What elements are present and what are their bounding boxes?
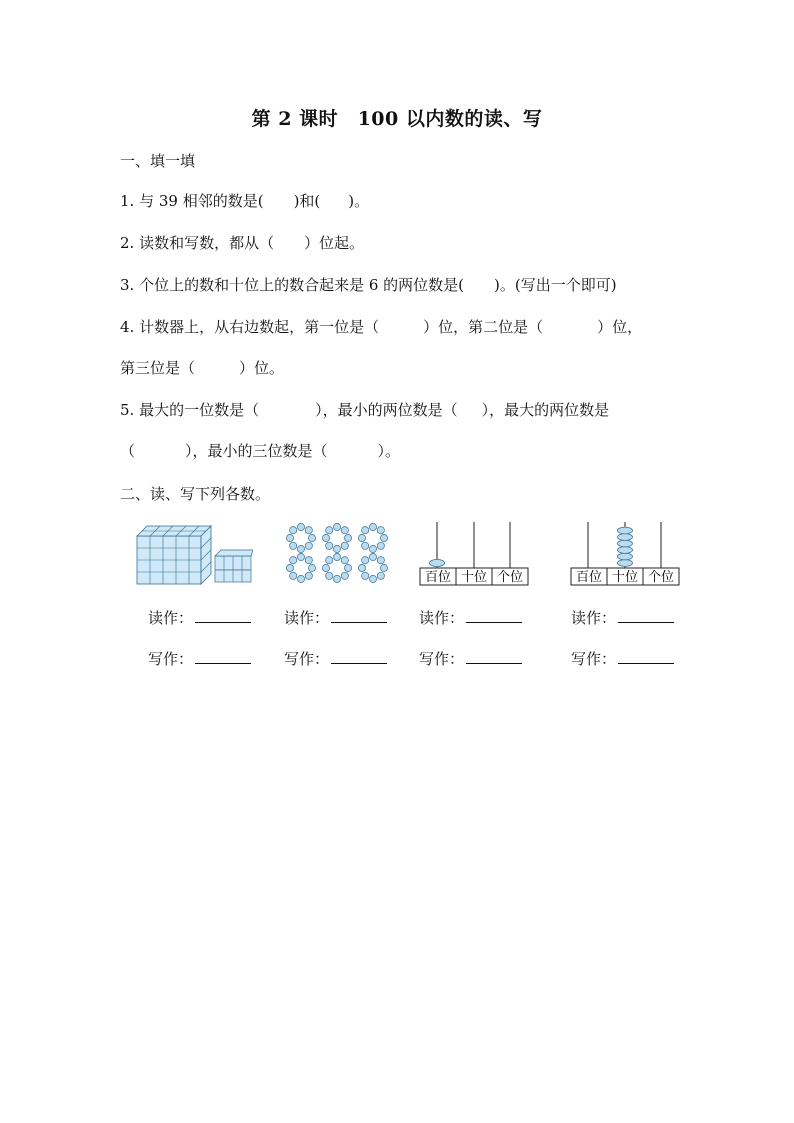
question-3: 3. 个位上的数和十位上的数合起来是 6 的两位数是( )。(写出一个即可)	[120, 276, 617, 294]
abacus-label-ones: 个位	[496, 570, 524, 585]
question-2: 2. 读数和写数，都从（ ）位起。	[120, 234, 365, 252]
question-5-line-2: （ ），最小的三位数是（ ）。	[120, 442, 401, 460]
answer-line[interactable]	[618, 649, 674, 664]
answer-line[interactable]	[466, 608, 522, 623]
abacus-label-tens: 十位	[460, 570, 488, 585]
abacus-hundreds-picture	[419, 520, 529, 588]
section-2-heading: 二、读、写下列各数。	[120, 485, 271, 503]
abacus-label-ones: 个位	[647, 570, 675, 585]
write-as-field-3: 写作：	[419, 648, 522, 669]
write-as-field-2: 写作：	[284, 648, 387, 669]
answer-line[interactable]	[195, 649, 251, 664]
question-1: 1. 与 39 相邻的数是( )和( )。	[120, 192, 370, 210]
question-4-line-2: 第三位是（ ）位。	[120, 359, 285, 377]
read-as-field-4: 读作：	[571, 607, 674, 628]
answer-line[interactable]	[195, 608, 251, 623]
question-5-line-1: 5. 最大的一位数是（ ），最小的两位数是（ ），最大的两位数是	[120, 401, 610, 419]
answer-line[interactable]	[466, 649, 522, 664]
page-title: 第 2 课时 100 以内数的读、写	[251, 108, 543, 130]
section-1-heading: 一、填一填	[120, 152, 196, 170]
write-as-field-1: 写作：	[148, 648, 251, 669]
write-as-field-4: 写作：	[571, 648, 674, 669]
read-as-field-2: 读作：	[284, 607, 387, 628]
answer-line[interactable]	[331, 608, 387, 623]
abacus-label-hundreds: 百位	[575, 570, 603, 585]
read-as-field-1: 读作：	[148, 607, 251, 628]
abacus-label-hundreds: 百位	[424, 570, 452, 585]
hundred-cube-and-tens-picture	[133, 522, 253, 586]
read-as-field-3: 读作：	[419, 607, 522, 628]
bead-groups-picture	[285, 522, 391, 586]
question-4-line-1: 4. 计数器上，从右边数起，第一位是（ ）位，第二位是（ ）位，	[120, 318, 643, 336]
abacus-label-tens: 十位	[611, 570, 639, 585]
abacus-tens-picture	[570, 520, 680, 588]
answer-line[interactable]	[331, 649, 387, 664]
answer-line[interactable]	[618, 608, 674, 623]
